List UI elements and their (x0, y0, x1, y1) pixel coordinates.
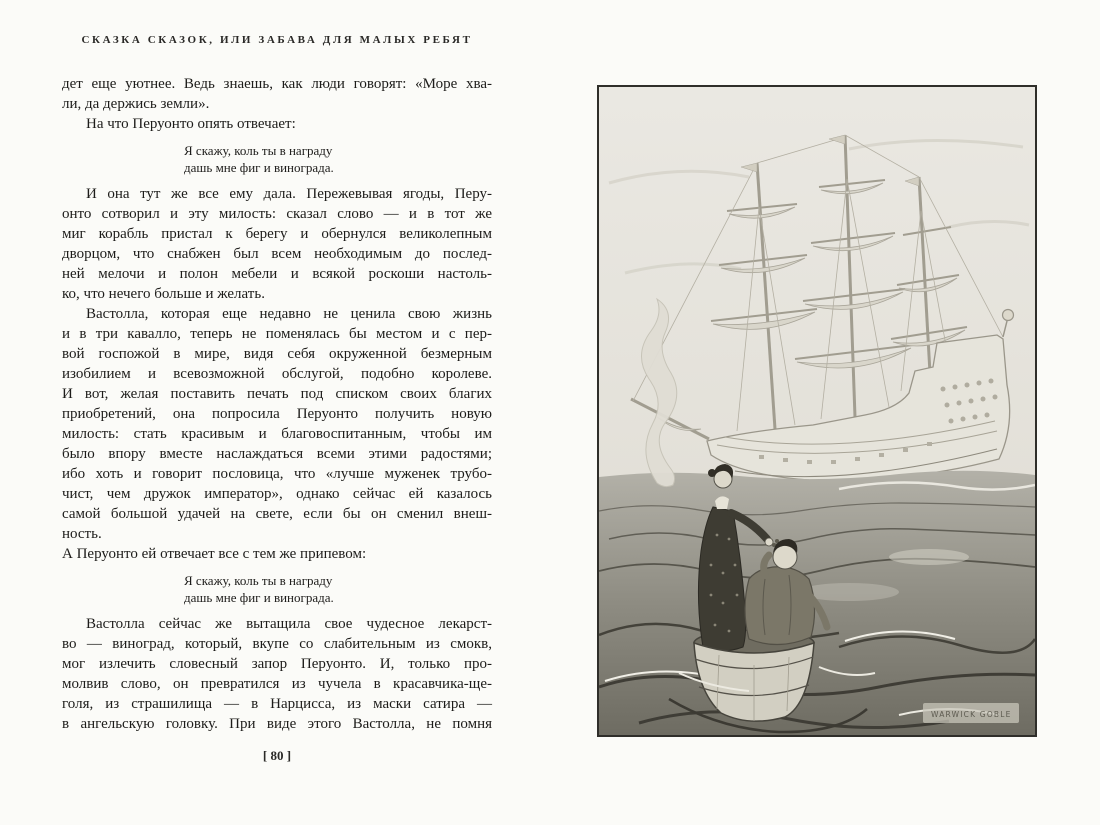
paragraph (62, 74, 492, 114)
text-line: миг корабль пристал к берегу и обернулся великолепным (62, 226, 492, 242)
page-number: [ 80 ] (262, 748, 292, 763)
verse-line: дашь мне фиг и винограда. (184, 160, 334, 175)
paragraph (62, 614, 492, 734)
text-line: ли, да держись земли». (62, 96, 210, 112)
verse-line: Я скажу, коль ты в награду (184, 573, 333, 588)
left-page (62, 34, 492, 734)
signature-text: WARWICK GOBLE (931, 710, 1012, 719)
text-line: самой большой удачей на свете, если бы он сменил внеш- (62, 506, 492, 522)
running-title: СКАЗКА СКАЗОК, ИЛИ ЗАБАВА ДЛЯ МАЛЫХ РЕБЯТ (81, 34, 473, 46)
text-line: А Перуонто ей отвечает все с тем же припевом: (62, 546, 367, 562)
paragraph (62, 184, 492, 304)
text-line: дет еще уютнее. Ведь знаешь, как люди говорят: «Море хва- (62, 76, 492, 92)
verse-line: дашь мне фиг и винограда. (184, 590, 334, 605)
text-line: изобилием и всевозможной обслугой, подобно королеве. (62, 366, 492, 382)
text-line: мог излечить словесный запор Перуонто. И, только про- (62, 656, 492, 672)
woman-hand (765, 538, 773, 546)
text-line: Вастолла, которая еще недавно не ценила свою жизнь (86, 306, 492, 322)
text-line: На что Перуонто опять отвечает: (86, 116, 296, 132)
verse-block (184, 572, 492, 606)
verse-block (184, 142, 492, 176)
text-line: было впору вместе наслаждаться всеми этими радостями; (62, 446, 492, 462)
ship-illustration (599, 87, 1035, 735)
verse-line: Я скажу, коль ты в награду (184, 143, 333, 158)
text-line: и в три кавалло, теперь не поменялась бы местом и с пер- (62, 326, 492, 342)
text-line: ибо хоть и говорит пословица, что «лучше муженек трубо- (62, 466, 492, 482)
text-line: И вот, желая поставить печать под списком своих благих (62, 386, 492, 402)
text-line: ней мелочи и полон мебели и всякой роскоши настоль- (62, 266, 492, 282)
paragraph (62, 114, 492, 134)
text-line: приобретений, она попросила Перуонто получить новую (62, 406, 492, 422)
paragraph (62, 304, 492, 544)
text-line: молвив слово, он превратился из чучела в красавчика-ще- (62, 676, 492, 692)
text-line: Вастолла сейчас же вытащила свое чудесное лекарст- (86, 616, 492, 632)
text-line: дворцом, что снабжен был всем необходимым до послед- (62, 246, 492, 262)
text-line: голя, из страшилища — в Нарцисса, из маски сатира — (62, 696, 492, 712)
text-line: ко, что нечего больше и желать. (62, 286, 265, 302)
text-line: в ангельскую головку. При виде этого Вастолла, не помня (62, 716, 492, 732)
text-line: ность. (62, 526, 102, 542)
right-page (597, 85, 1037, 737)
paragraph (62, 544, 492, 564)
text-line: онто сотворил и эту милость: сказал слово — и в тот же (62, 206, 492, 222)
text-column (62, 74, 492, 734)
artist-signature (923, 703, 1019, 723)
text-line: чист, чем дружок император», однако сейчас ей казалось (62, 486, 492, 502)
text-line: И она тут же все ему дала. Пережевывая ягоды, Перу- (86, 186, 492, 202)
illustration-frame (597, 85, 1037, 737)
text-line: во — виноград, который, вкупе со слабительным из смокв, (62, 636, 492, 652)
text-line: милость: стать красивым и благовоспитанным, чтобы им (62, 426, 492, 442)
text-line: вой госпожой в мире, видя себя окруженной безмерным (62, 346, 492, 362)
